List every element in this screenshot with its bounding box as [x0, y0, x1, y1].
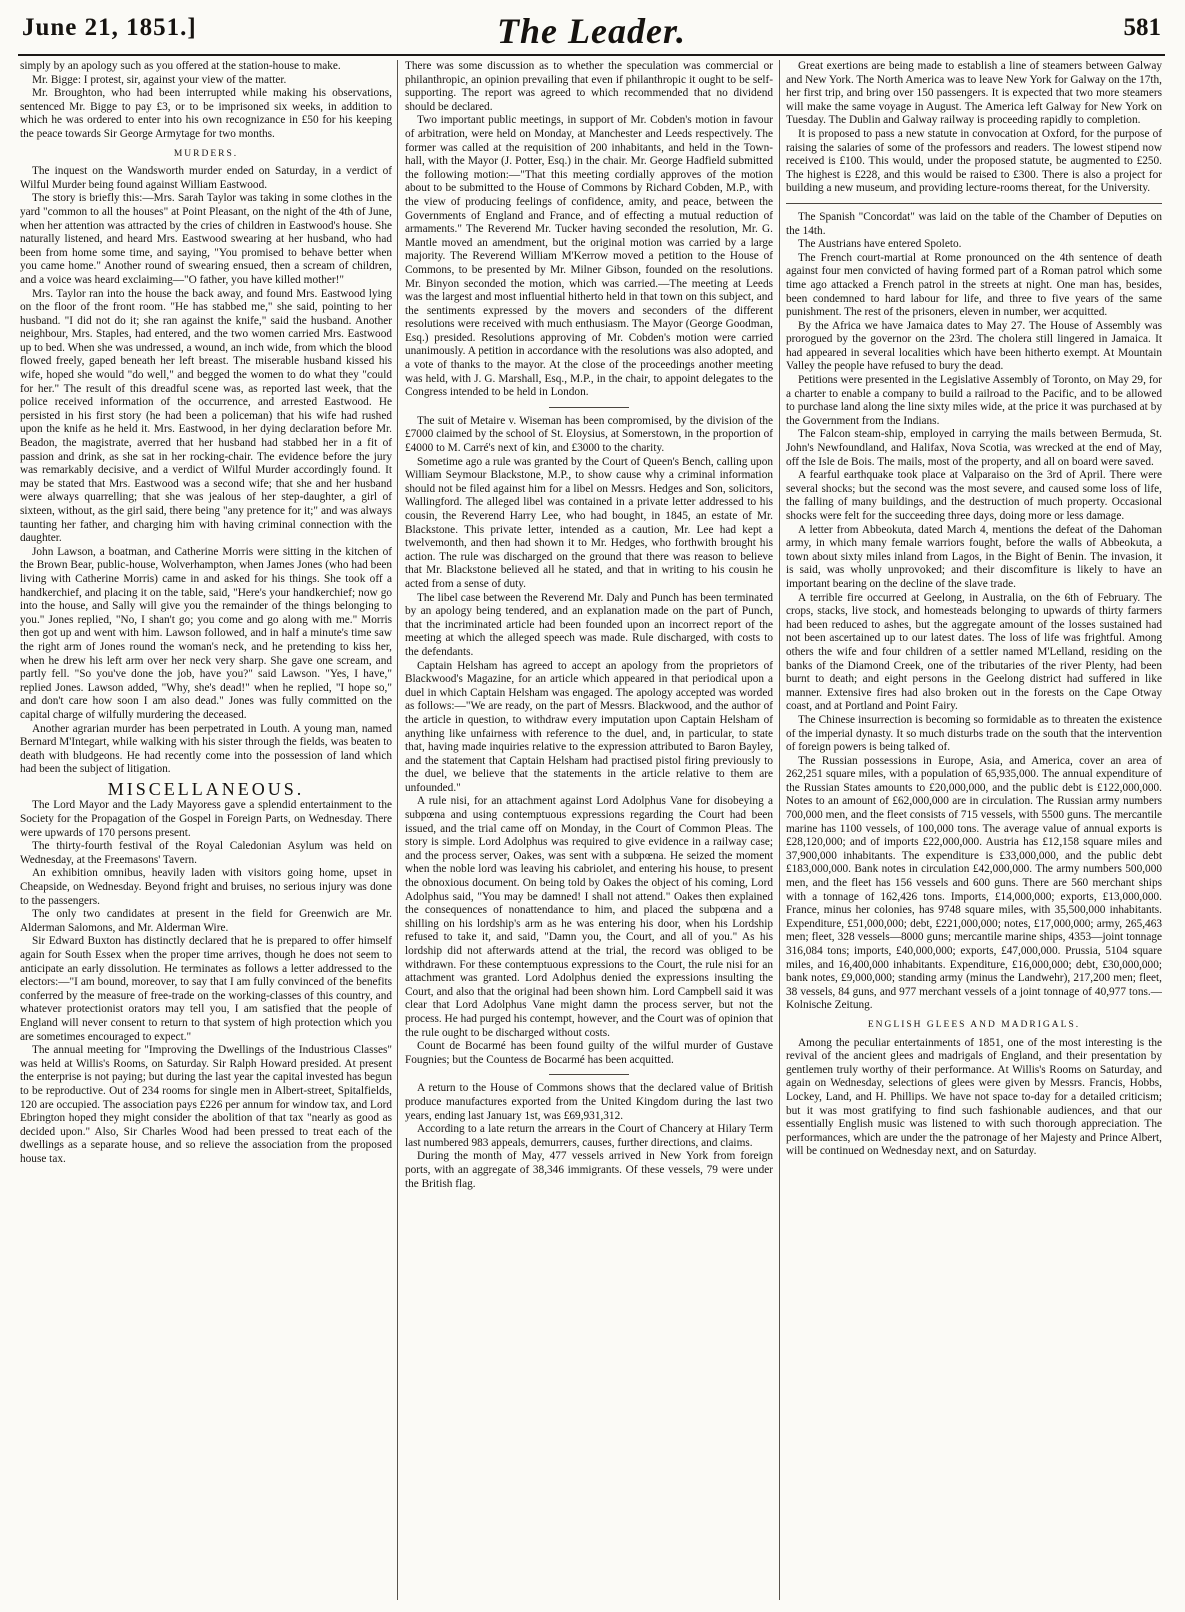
article-paragraph: By the Africa we have Jamaica dates to May 27. The House of Assembly was prorogued by the governor on the 23rd. The cholera still lingered in Jamaica. It had appeared in several localities which have been hitherto exempt. At Mountain Valley the people have refused to bury the dead.	[786, 319, 1162, 373]
article-paragraph: Petitions were presented in the Legislative Assembly of Toronto, on May 29, for a charter to enable a company to build a railroad to the Pacific, and to be allowed to purchase land along the line sixty miles wide, at the price it was purchased at by the Government from the Indians.	[786, 374, 1162, 427]
article-paragraph: A rule nisi, for an attachment against Lord Adolphus Vane for disobeying a subpœna and using contemptuous expressions regarding the Court had been issued, and the trial came off on Monday, in the Court of Common Pleas. The story is simple. Lord Adolphus was required to give evidence in a railway case; and the process server, Oakes, was sent with a subpœna. He seized the moment when the noble lord was leaving his cabriolet, and entering his house, to present the obnoxious document. On being told by Oakes the object of his coming, Lord Adolphus said, "You may be damned! I shall not attend." Oakes then explained the consequences of nonattendance to him, and placed the subpœna and a shilling on his lordship's arm as he was entering his door, when his Lordship refused to take it, and said, "Damn you, the Court, and all of you." As his lordship did not afterwards attend at the trial, the record was obliged to be withdrawn. For these contemptuous expressions to the Court, the rule nisi for an attachment was granted. Lord Adolphus denied the expressions insulting the Court, and also that the original had been shown him. Lord Campbell said it was clear that Lord Adolphus Vane might damn the process server, but not the process. He had purged his contempt, however, and the Court was of opinion that the rule ought to be discharged without costs.	[405, 795, 773, 1039]
column-3	[786, 60, 1162, 1605]
article-paragraph: The only two candidates at present in the field for Greenwich are Mr. Alderman Salomons, and Mr. Alderman Wire.	[20, 908, 392, 934]
article-paragraph: Two important public meetings, in support of Mr. Cobden's motion in favour of arbitration, were held on Monday, at Manchester and Leeds respectively. The former was called at the requisition of 200 inhabitants, and held in the Town-hall, with the Mayor (J. Potter, Esq.) in the chair. Mr. George Hadfield submitted the following motion:—"That this meeting cordially approves of the motion about to be submitted to the House of Commons by Richard Cobden, M.P., with the view of producing feelings of confidence, amity, and peace, between the Governments of England and France, and of effecting a mutual reduction of armaments." The Reverend Mr. Tucker having seconded the resolution, Mr. G. Mantle moved an amendment, but the original motion was carried by a large majority. The Reverend William M'Kerrow moved a petition to the House of Commons, to be presented by Mr. Milner Gibson, founded on the resolutions. Mr. Binyon seconded the motion, which was carried.—The meeting at Leeds was the largest and most influential hitherto held in that town on this subject, and the sentiments expressed by the movers and seconders of the different resolutions were received with much enthusiasm. The Mayor (George Goodman, Esq.) presided. Resolutions approving of Mr. Cobden's motion were carried unanimously. A petition in accordance with the resolutions was also adopted, and a vote of thanks to the mayor. At the close of the proceedings another meeting was held, with J. G. Marshall, Esq., M.P., in the chair, to appoint delegates to the Congress intended to be held in London.	[405, 114, 773, 399]
issue-date: June 21, 1851.]	[22, 14, 197, 41]
article-paragraph: The Russian possessions in Europe, Asia, and America, cover an area of 262,251 square miles, with a population of 65,935,000. The annual expenditure of the Russian States amounts to £20,000,000, and the public debt is £122,000,000. Notes to an amount of £62,000,000 are in circulation. The Russian army numbers 700,000 men, and the fleet consists of 715 vessels, with 5500 guns. The mercantile marine has 1100 vessels, of 100,000 tons. The average value of annual exports is £28,120,000; and of imports £22,000,000. Austria has £12,158 square miles and 37,900,000 inhabitants. The expenditure is £33,000,000, and the public debt £183,000,000. Bank notes in circulation £42,000,000. The army numbers 500,000 men, and the fleet has 156 vessels and 600 guns. There are 560 merchant ships with a tonnage of 162,426 tons. Imports, £14,000,000; exports, £13,000,000. France, minus her colonies, has 9748 square miles, with 35,500,000 inhabitants. Expenditure, £51,000,000; debt, £221,000,000; notes, £17,000,000; army, 265,463 men; fleet, 328 vessels—8000 guns; mercantile marine ships, 4353—joint tonnage 316,084 tons; imports, £40,000,000; exports, £47,000,000. Prussia, 5104 square miles, and 16,400,000 inhabitants. Expenditure, £16,000,000; debt, £30,000,000; bank notes, £9,000,000; standing army (minus the Landwehr), 217,200 men; fleet, 38 vessels, 84 guns, and 977 merchant vessels of a joint tonnage of 40,977 tons.—Kolnische Zeitung.	[786, 754, 1162, 1012]
article-paragraph: The thirty-fourth festival of the Royal Caledonian Asylum was held on Wednesday, at the Freemasons' Tavern.	[20, 840, 392, 866]
section-heading-glees: ENGLISH GLEES AND MADRIGALS.	[867, 1019, 1081, 1030]
article-paragraph: The libel case between the Reverend Mr. Daly and Punch has been terminated by an apology being tendered, and an explanation made on the part of Punch, that the incriminated article had been founded upon an incorrect report of the meeting at which the alleged speech was made. Rule discharged, with costs to the defendants.	[405, 591, 773, 658]
column-1	[20, 60, 392, 1605]
newspaper-title: The Leader.	[497, 11, 686, 51]
column-divider	[779, 60, 780, 1600]
article-paragraph: The Lord Mayor and the Lady Mayoress gave a splendid entertainment to the Society for the Propagation of the Gospel in Foreign Parts, on Wednesday. There were upwards of 170 persons present.	[20, 799, 392, 839]
page-number: 581	[1123, 14, 1161, 41]
article-paragraph: The Falcon steam-ship, employed in carrying the mails between Bermuda, St. John's Newfoundland, and Halifax, Nova Scotia, was wrecked at the end of May, off the Isle de Bois. The mails, most of the property, and all on board were saved.	[786, 428, 1162, 468]
article-paragraph: Sir Edward Buxton has distinctly declared that he is prepared to offer himself again for South Essex when the proper time arrives, though he does not seem to anticipate an early dissolution. He terminates as follows a letter addressed to the electors:—"I am bound, moreover, to say that I am fully convinced of the benefits conferred by the measure of free-trade on the working-classes of this country, and whatever protectionist orators may tell you, I am satisfied that the people of England will never consent to return to that system of high protection which you are sometimes encouraged to expect."	[20, 935, 392, 1043]
article-paragraph: Mr. Bigge: I protest, sir, against your view of the matter.	[32, 73, 287, 86]
article-paragraph: Among the peculiar entertainments of 1851, one of the most interesting is the revival of the ancient glees and madrigals of England, and their presentation by gentlemen truly worthy of their performance. At Willis's Rooms on Saturday, and again on Wednesday, selections of glees were given by Messrs. Francis, Hobbs, Lockey, Land, and H. Phillips. We have not space to-day for a detailed criticism; but it was most gratifying to find such fashionable audiences, and that our essentially English music was listened to with such thorough appreciation. The performances, which are under the the patronage of her Majesty and Prince Albert, will be continued on Wednesday next, and on Saturday.	[786, 1036, 1162, 1158]
separator-rule	[549, 407, 629, 408]
article-paragraph: The story is briefly this:—Mrs. Sarah Taylor was taking in some clothes in the yard "common to all the houses" at Point Pleasant, on the night of the 4th of June, when her attention was attracted by the cries of children in Eastwood's house. She naturally listened, and heard Mrs. Eastwood swearing at her husband, who had been from home some time, and saying, "You promised to behave better when you came home." Another round of swearing ensued, then a scream of children, and a voice was heard exclaiming—"O father, you have killed mother!"	[20, 192, 392, 286]
separator-rule	[549, 1074, 629, 1075]
article-paragraph: The Spanish "Concordat" was laid on the table of the Chamber of Deputies on the 14th.	[786, 210, 1162, 237]
article-paragraph: A fearful earthquake took place at Valparaiso on the 3rd of April. There were several shocks; but the second was the most severe, and caused some loss of life, the falling of many buildings, and the destruction of much property. Occasional shocks were felt for the succeeding three days, doing more or less damage.	[786, 469, 1162, 522]
article-paragraph: The Austrians have entered Spoleto.	[798, 238, 962, 251]
article-paragraph: The annual meeting for "Improving the Dwellings of the Industrious Classes" was held at Willis's Rooms, on Saturday. Sir Ralph Howard presided. At present the enterprise is not paying; but during the last year the capital invested has begun to be reproductive. Out of 234 rooms for single men in Albert-street, Spitalfields, 120 are occupied. The association pays £226 per annum for window tax, and Lord Ebrington hoped they might consider the abolition of that tax "nearly as good as decided upon." Also, Sir Charles Wood had been pressed to treat each of the dwellings as a separate house, and so relieve the association from the proposed house tax.	[20, 1044, 392, 1165]
article-paragraph: Mr. Broughton, who had been interrupted while making his observations, sentenced Mr. Bigge to pay £3, or to be imprisoned six weeks, in addition to which he was ordered to enter into his own recognizance in £50 for his keeping the peace towards Sir George Armytage for two months.	[20, 87, 392, 140]
article-paragraph: According to a late return the arrears in the Court of Chancery at Hilary Term last numbered 983 appeals, demurrers, causes, further directions, and claims.	[405, 1123, 773, 1149]
article-paragraph: An exhibition omnibus, heavily laden with visitors going home, upset in Cheapside, on Wednesday. Beyond fright and bruises, no serious injury was done to the passengers.	[20, 867, 392, 907]
separator-rule	[786, 203, 1162, 204]
article-paragraph: It is proposed to pass a new statute in convocation at Oxford, for the purpose of raising the salaries of some of the professors and readers. The lowest stipend now received is £100. This would, under the proposed statute, be augmented to £250. The highest is £228, and this would be raised to £300. There is also a project for building a new museum, and providing lecture-rooms thereat, for the University.	[786, 127, 1162, 195]
article-paragraph: During the month of May, 477 vessels arrived in New York from foreign ports, with an aggregate of 38,346 immigrants. Of these vessels, 79 were under the British flag.	[405, 1150, 773, 1190]
article-paragraph: A return to the House of Commons shows that the declared value of British produce manufactures exported from the United Kingdom during the last two years, ending last January 1st, was £69,931,312.	[405, 1082, 773, 1122]
section-heading-miscellaneous: MISCELLANEOUS.	[107, 778, 305, 799]
article-paragraph: Mrs. Taylor ran into the house the back away, and found Mrs. Eastwood lying on the floor of the front room. "He has stabbed me," she said, pointing to her husband. "I did not do it; she ran against the knife," said the husband. Another neighbour, Mrs. Staples, had entered, and the two women carried Mrs. Eastwood up to bed. When she was undressed, a wound, an inch wide, from which the blood flowed freely, gaped beneath her left breast. The miserable husband kissed his wife, hoped she would "do well," and begged the women to do what they "could for her." The result of this dreadful scene was, as reported last week, that the police received information of the occurrence, and arrested Eastwood. He persisted in his first story (he had been a policeman) that his wife had rushed upon the knife as he held it. Mrs. Eastwood, in her dying declaration before Mr. Beadon, the magistrate, averred that her husband had stabbed her in a fit of passion and drink, as she sat in her rocking-chair. The evidence before the jury was remarkably decisive, and a verdict of Wilful Murder accordingly found. It may be stated that Mrs. Eastwood was a second wife; that she and her husband were always quarrelling; that she was jealous of her step-daughter, a girl of sixteen, without, as the girl said, there being "any pretence for it;" and was always taunting her father, and charging him with having criminal connection with the daughter.	[20, 287, 392, 545]
article-paragraph: A letter from Abbeokuta, dated March 4, mentions the defeat of the Dahoman army, in which many female warriors fought, before the walls of Abbeokuta, a town about sixty miles inland from Lagos, in the Bight of Benin. The invasion, it is said, was wholly unprovoked; and their discomfiture is likely to have an important bearing on the decline of the slave trade.	[786, 523, 1162, 590]
article-paragraph: There was some discussion as to whether the speculation was commercial or philanthropic, an opinion prevailing that even if philanthropic it ought to be self-supporting. The report was agreed to which recommended that no dividend should be declared.	[405, 60, 773, 113]
article-paragraph: John Lawson, a boatman, and Catherine Morris were sitting in the kitchen of the Brown Bear, public-house, Wolverhampton, when James Jones (who had been living with Catherine Morris) came in and asked for his things. She took off a handkerchief, and placing it on the table, said, "Here's your handkerchief; now go into the house, and Sally will give you the remainder of the things belonging to you." Jones replied, "No, I shan't go; you come and go along with me." Morris then got up and went with him. Lawson followed, and in half a minute's time saw the right arm of Jones round the woman's neck, and he pretending to kiss her, when he drew his left arm over her neck very sharp. She gave one scream, and partly fell. "So you've done the job, have you?" said Lawson. "Yes, I have," replied Jones. Lawson added, "Why, she's dead!" when he replied, "I hope so," and don't care how soon I am also dead." Jones was fully committed on the capital charge of wilfully murdering the deceased.	[20, 545, 392, 721]
article-paragraph: The suit of Metaire v. Wiseman has been compromised, by the division of the £7000 claimed by the school of St. Eloysius, at Somerstown, in the proportion of £4000 to M. Carré's next of kin, and £3000 to the charity.	[405, 414, 773, 455]
section-heading-murders: MURDERS.	[173, 148, 239, 159]
column-divider	[397, 60, 398, 1600]
article-paragraph: Great exertions are being made to establish a line of steamers between Galway and New York. The North America was to leave New York for Galway on the 17th, her first trip, and bring over 150 passengers. It is expected that two more steamers will make the same voyage in August. The America left Galway for New York on Tuesday. The Dublin and Galway railway is proceeding rapidly to completion.	[786, 60, 1162, 127]
article-paragraph: The French court-martial at Rome pronounced on the 4th sentence of death against four men convicted of having formed part of a Roman patrol which some time ago attacked a French patrol in the streets at night. One man has, besides, been condemned to hard labour for life, and three to five years of the same punishment. The rest of the prisoners, eleven in number, wer acquitted.	[786, 251, 1162, 319]
article-paragraph: The Chinese insurrection is becoming so formidable as to threaten the existence of the imperial dynasty. It so much disturbs trade on the south that the intervention of foreign powers is being talked of.	[786, 713, 1162, 754]
article-paragraph: simply by an apology such as you offered at the station-house to make.	[20, 60, 341, 72]
masthead	[18, 10, 1165, 56]
article-paragraph: Captain Helsham has agreed to accept an apology from the proprietors of Blackwood's Magazine, for an article which appeared in that periodical upon a duel in which Captain Helsham was engaged. The apology accepted was worded as follows:—"We are ready, on the part of Messrs. Blackwood, and the author of the article in question, to withdraw every imputation upon Captain Helsham of anything like unfairness with reference to the duel, and, in particular, to state that, having made inquiries relative to the expression attributed to Baron Bayley, and the statement that Captain Helsham had practised pistol firing previously to the duel, we believe that the statements in the article relative to them are unfounded."	[405, 659, 773, 794]
article-paragraph: The inquest on the Wandsworth murder ended on Saturday, in a verdict of Wilful Murder being found against William Eastwood.	[20, 165, 392, 191]
column-2	[405, 60, 773, 1605]
article-paragraph: Sometime ago a rule was granted by the Court of Queen's Bench, calling upon William Seymour Blackstone, M.P., to show cause why a criminal information should not be filed against him for a libel on Messrs. Hedges and Son, solicitors, Wallingford. The alleged libel was contained in a private letter addressed to his cousin, the Reverend Harry Lee, who had bought, in 1845, an estate of Mr. Blackstone. This private letter, intended as a caution, Mr. Lee had kept a twelvemonth, and then had shown it to Mr. Hedges, who forthwith brought his action. The rule was discharged on the ground that there was reason to believe that Mr. Blackstone believed all he stated, and that in writing to his cousin he acted from a sense of duty.	[405, 455, 773, 590]
article-paragraph: A terrible fire occurred at Geelong, in Australia, on the 6th of February. The crops, stacks, live stock, and homesteads belonging to upwards of thirty farmers had been reduced to ashes, but the aggregate amount of the losses sustained had not been ascertained up to our latest dates. The loss of life was frightful. Among others the wife and four children of a settler named M'Lelland, residing on the banks of the Diamond Creek, one of the tributaries of the river Plenty, had been burnt to death; and eight persons in the Geelong district had suffered in like manner. Extensive fires had also broken out in the forests on the Cape Otway coast, and at Portland and Point Fairy.	[786, 591, 1162, 713]
article-paragraph: Another agrarian murder has been perpetrated in Louth. A young man, named Bernard M'Integart, while walking with his sister through the fields, was beaten to death with bludgeons. He had recently come into the possession of land which had been the subject of litigation.	[20, 722, 392, 776]
article-paragraph: Count de Bocarmé has been found guilty of the wilful murder of Gustave Fougnies; but the Countess de Bocarmé has been acquitted.	[405, 1040, 773, 1066]
